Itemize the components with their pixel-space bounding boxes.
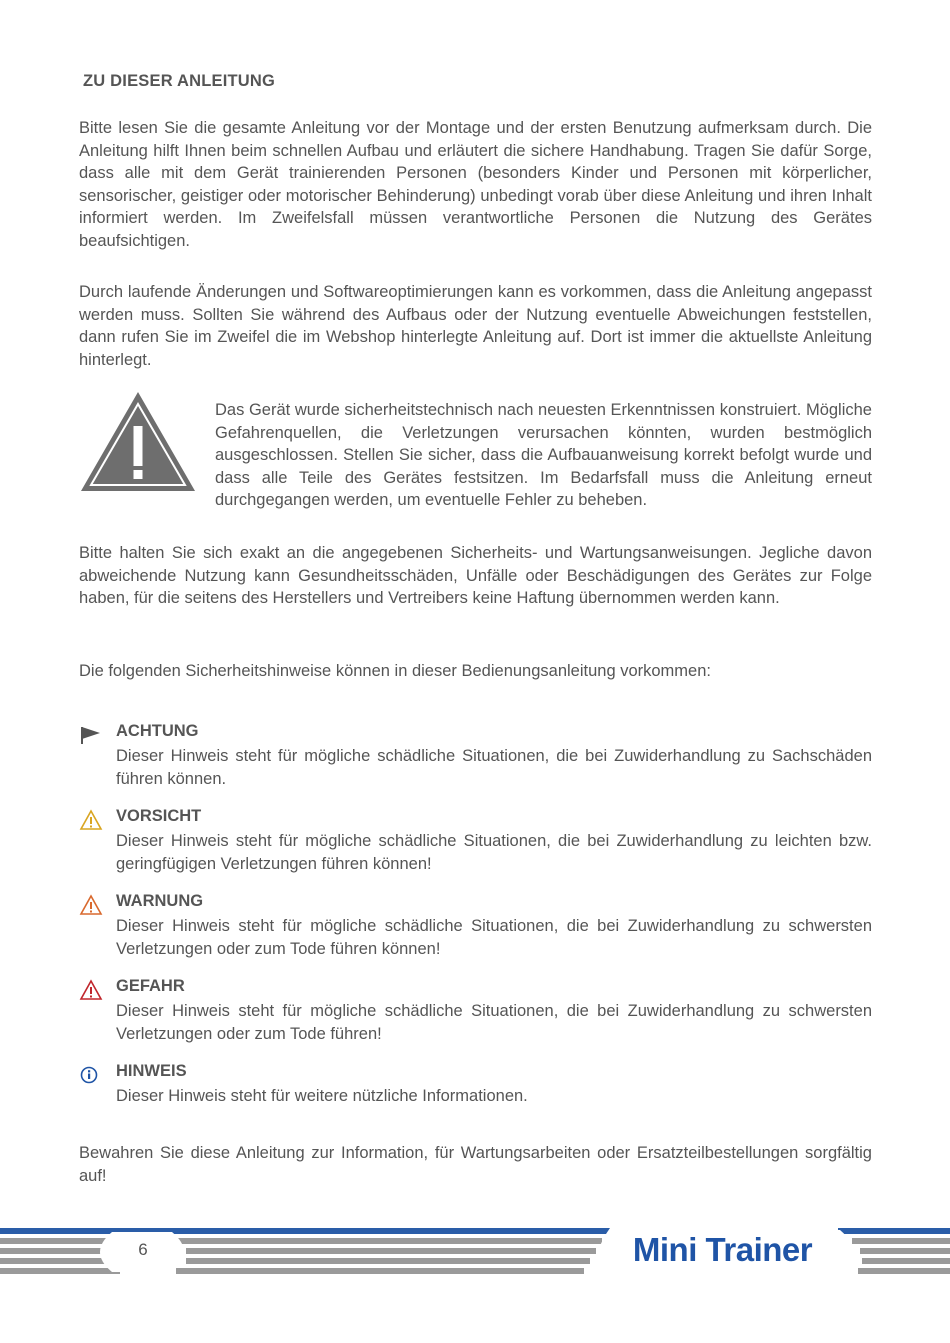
safety-warning-block bbox=[79, 390, 872, 515]
notice-title: WARNUNG bbox=[116, 892, 204, 910]
update-paragraph: Durch laufende Änderungen und Softwareoptimierungen kann es vorkommen, dass die Anleitung angepasst werden muss. Sollten Sie während des Aufbaus oder der Nutzung eventuelle Abweichungen feststellen, dann rufen Sie im Zweifel die im Webshop hinterlegte Anleitung auf. Dort ist immer die aktuellste Anleitung hinterlegt. bbox=[79, 283, 872, 369]
brand-logo-text: Mini Trainer bbox=[632, 1231, 813, 1268]
instructions-paragraph: Bitte halten Sie sich exakt an die angegebenen Sicherheits- und Wartungsanweisungen. Jegliche davon abweichende Nutzung kann Gesundheitsschäden, Unfälle oder Beschädigungen des Gerätes zur Folge haben, für die seitens des Herstellers und Vertreibers keine Haftung übernommen werden kann. bbox=[79, 544, 872, 608]
caution-triangle-icon bbox=[79, 809, 103, 831]
notice-title: ACHTUNG bbox=[116, 722, 199, 740]
large-warning-triangle-icon bbox=[79, 390, 197, 493]
notice-title: VORSICHT bbox=[116, 807, 202, 825]
safety-warning-text: Das Gerät wurde sicherheitstechnisch nach neuesten Erkenntnissen konstruiert. Mögliche Gefahrenquellen, die Verletzungen verursachen könnten, wurden bestmöglich ausgeschlossen. Stellen Sie sicher, dass die Aufbauanweisung korrekt befolgt wurde und dass alle Teile des Gerätes festsitzen. Im Bedarfsfall muss die Anleitung erneut durchgegangen werden, um eventuelle Fehler zu beheben. bbox=[215, 401, 872, 510]
notice-title: HINWEIS bbox=[116, 1062, 187, 1080]
notice-text: Dieser Hinweis steht für mögliche schädliche Situationen, die bei Zuwiderhandlung zu Sachschäden führen können. bbox=[116, 747, 872, 788]
warning-triangle-icon bbox=[79, 894, 103, 916]
danger-triangle-icon bbox=[79, 979, 103, 1001]
page-number: 6 bbox=[138, 1240, 148, 1259]
notice-text: Dieser Hinweis steht für mögliche schädliche Situationen, die bei Zuwiderhandlung zu leichten bzw. geringfügigen Verletzungen führen können! bbox=[116, 832, 872, 873]
page-footer bbox=[0, 1220, 950, 1290]
info-circle-icon bbox=[79, 1064, 103, 1086]
notice-text: Dieser Hinweis steht für mögliche schädliche Situationen, die bei Zuwiderhandlung zu schwersten Verletzungen oder zum Tode führen! bbox=[116, 1002, 872, 1043]
notice-title: GEFAHR bbox=[116, 977, 185, 995]
page-heading: ZU DIESER ANLEITUNG bbox=[83, 72, 276, 90]
notices-intro-paragraph: Die folgenden Sicherheitshinweise können in dieser Bedienungsanleitung vorkommen: bbox=[79, 662, 711, 680]
flag-icon bbox=[79, 724, 103, 746]
intro-paragraph: Bitte lesen Sie die gesamte Anleitung vor der Montage und der ersten Benutzung aufmerksam durch. Die Anleitung hilft Ihnen beim schnellen Aufbau und erläutert die sichere Handhabung. Tragen Sie dafür Sorge, dass alle mit dem Gerät trainierenden Personen (besonders Kinder und Personen mit körperlicher, sensorischer, geistiger oder motorischer Behinderung) unbedingt vorab über diese Anleitung und ihren Inhalt informiert werden. Im Zweifelsfall müssen verantwortliche Personen die Nutzung des Gerätes beaufsichtigen. bbox=[79, 119, 872, 250]
closing-paragraph: Bewahren Sie diese Anleitung zur Information, für Wartungsarbeiten oder Ersatzteilbestellungen sorgfältig auf! bbox=[79, 1144, 872, 1185]
notice-text: Dieser Hinweis steht für weitere nützliche Informationen. bbox=[116, 1087, 528, 1105]
notice-text: Dieser Hinweis steht für mögliche schädliche Situationen, die bei Zuwiderhandlung zu schwersten Verletzungen oder zum Tode führen können! bbox=[116, 917, 872, 958]
